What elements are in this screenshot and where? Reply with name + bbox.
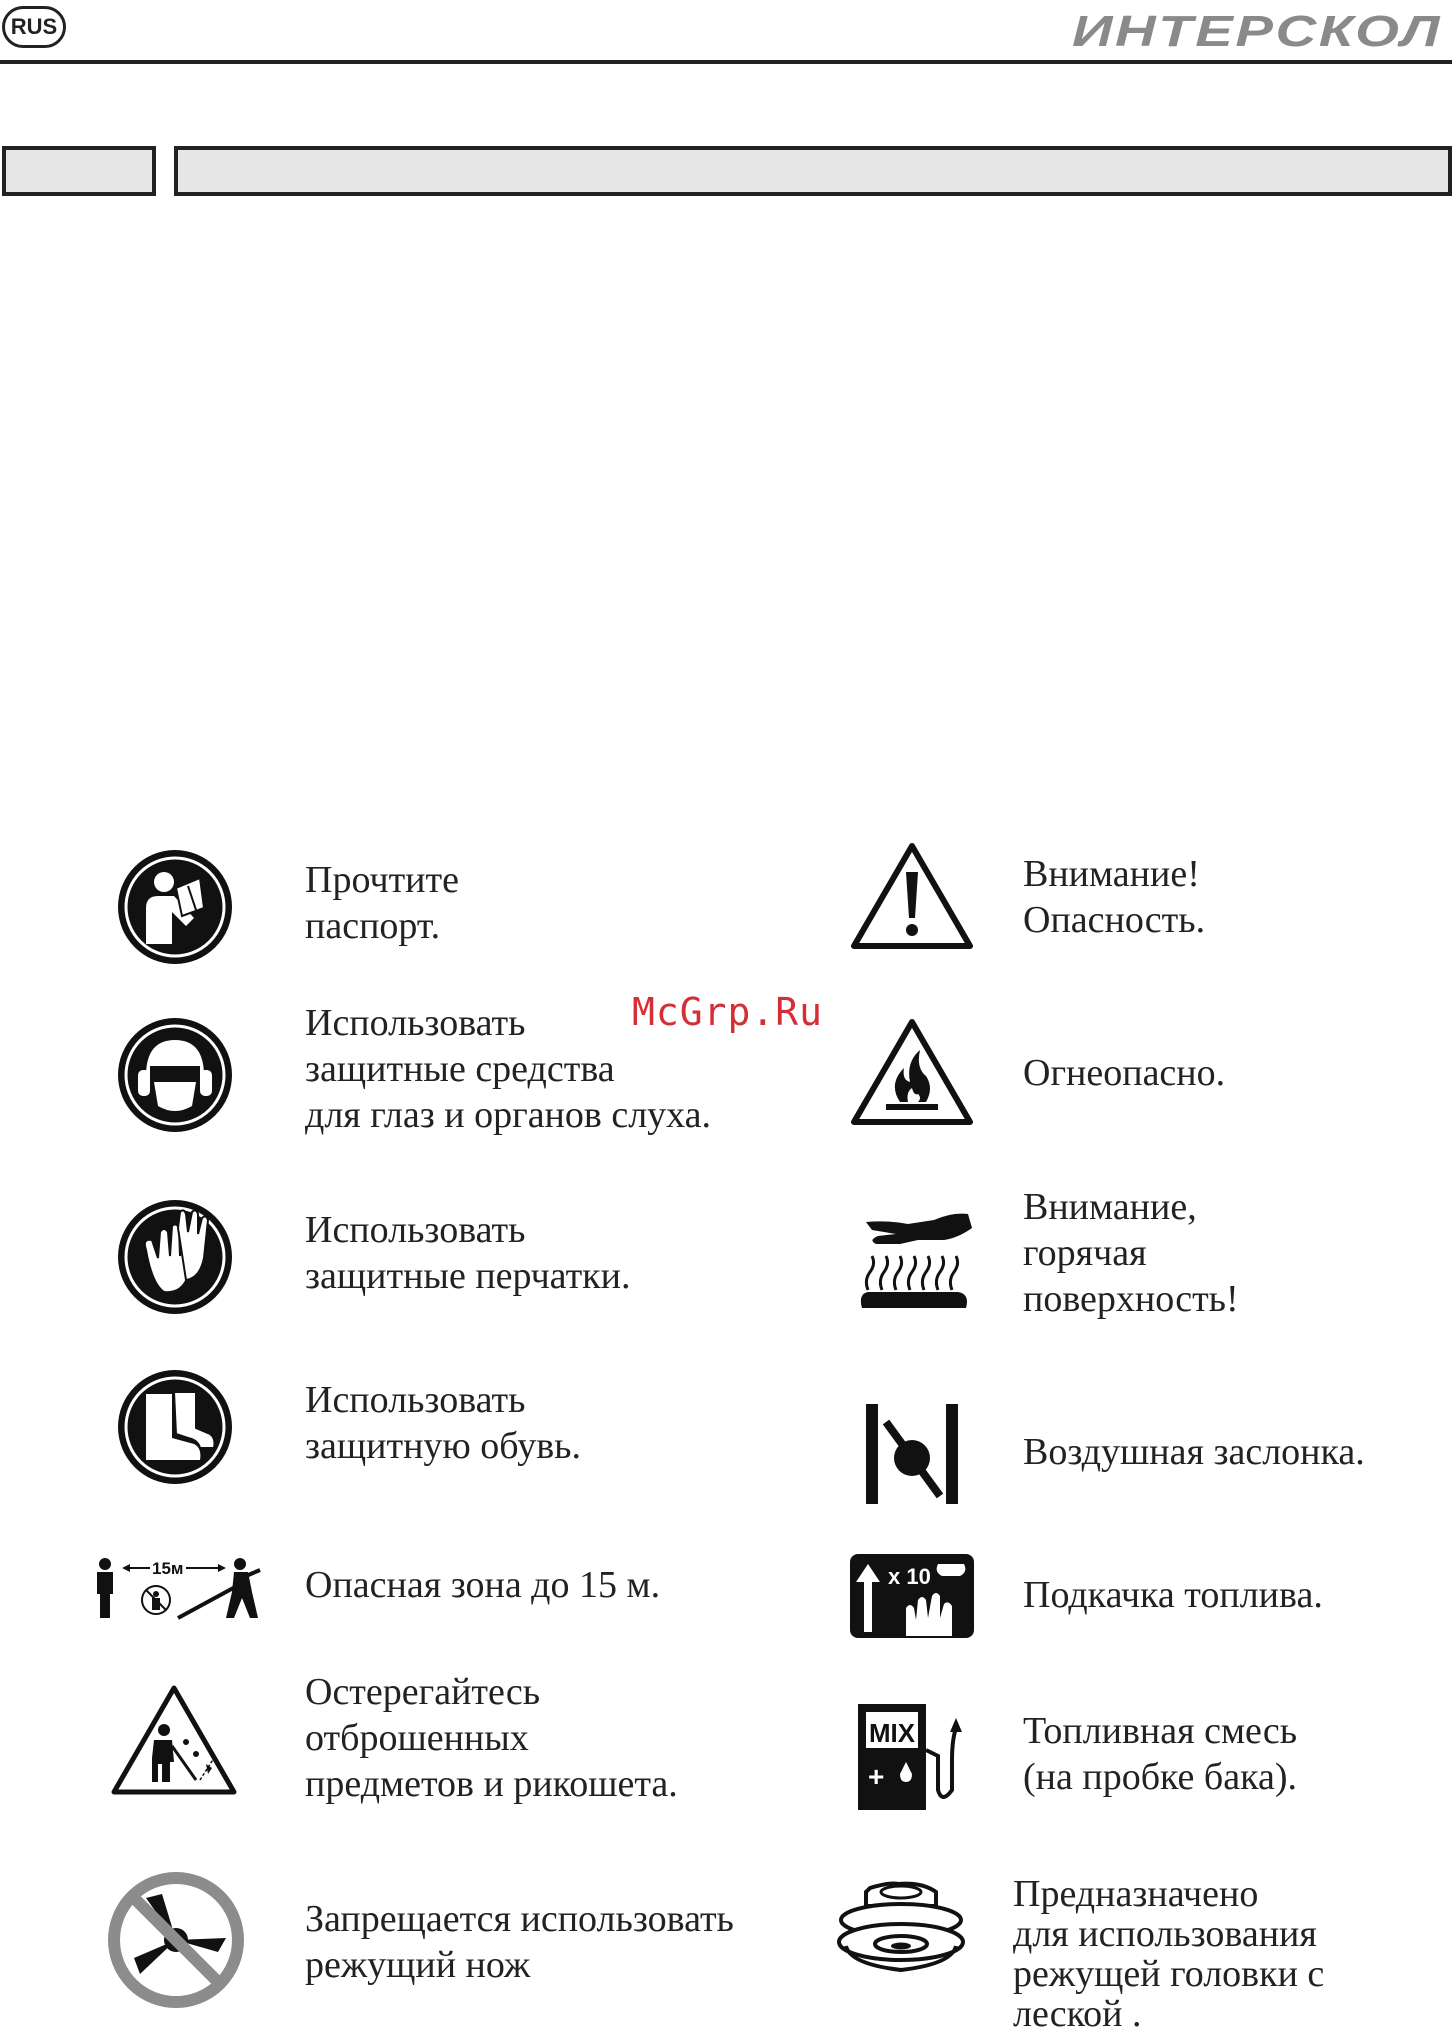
brand-logo <box>1072 4 1452 54</box>
thrown-objects-icon <box>110 1684 238 1796</box>
choke-icon <box>860 1402 964 1506</box>
language-badge: RUS <box>2 6 66 48</box>
primer-text: Подкачка топлива. <box>1023 1574 1323 1616</box>
choke-text: Воздушная заслонка. <box>1023 1431 1365 1473</box>
no-blade-icon <box>106 1870 246 2010</box>
line-head-text: Предназначено для использования режущей головки с леской . <box>1013 1873 1325 2035</box>
section-title-box <box>174 146 1452 196</box>
gloves-text: Использовать защитные перчатки. <box>305 1209 631 1297</box>
gloves-icon <box>116 1198 234 1316</box>
eye-ear-protection-icon <box>116 1016 234 1134</box>
danger-zone-icon <box>88 1556 264 1622</box>
eye-ear-protection-text: Использовать защитные средства для глаз и органов слуха. <box>305 1002 712 1136</box>
section-number-box <box>2 146 156 196</box>
watermark: McGrp.Ru <box>632 990 824 1034</box>
read-manual-icon <box>116 848 234 966</box>
flammable-text: Огнеопасно. <box>1023 1052 1226 1094</box>
fuel-mix-text: Топливная смесь (на пробке бака). <box>1023 1710 1298 1798</box>
header-rule <box>0 60 1452 64</box>
warning-text: Внимание! Опасность. <box>1023 853 1206 941</box>
fuel-mix-icon <box>856 1700 974 1812</box>
svg-text:MIX: MIX <box>869 1718 916 1748</box>
svg-text:x 10: x 10 <box>888 1564 931 1589</box>
flammable-icon <box>850 1018 974 1126</box>
thrown-objects-text: Остерегайтесь отброшенных предметов и рикошета. <box>305 1671 678 1805</box>
boots-icon <box>116 1368 234 1486</box>
primer-icon <box>848 1552 976 1640</box>
svg-text:+: + <box>868 1761 885 1792</box>
svg-text:15м: 15м <box>152 1559 184 1578</box>
svg-text:ИНТЕРСКОЛ: ИНТЕРСКОЛ <box>1072 7 1442 54</box>
boots-text: Использовать защитную обувь. <box>305 1379 581 1467</box>
no-blade-text: Запрещается использовать режущий нож <box>305 1898 734 1986</box>
hot-surface-icon <box>848 1200 976 1310</box>
read-manual-text: Прочтите паспорт. <box>305 859 459 947</box>
warning-icon <box>850 842 974 950</box>
danger-zone-text: Опасная зона до 15 м. <box>305 1564 661 1606</box>
line-head-icon <box>836 1880 966 1980</box>
hot-surface-text: Внимание, горячая поверхность! <box>1023 1186 1239 1320</box>
